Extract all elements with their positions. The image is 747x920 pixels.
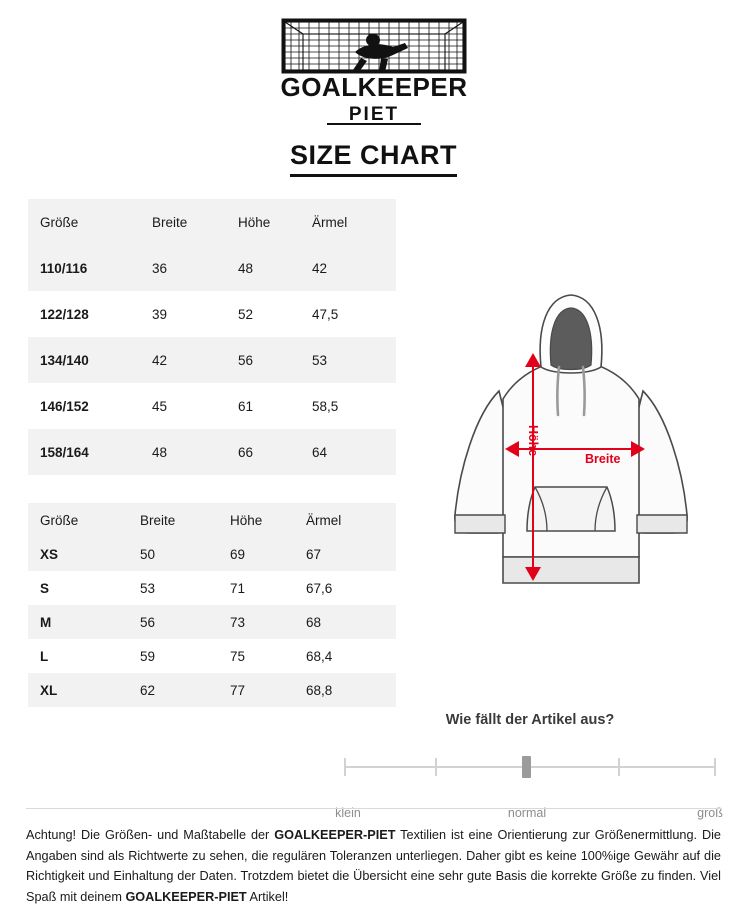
table-header-row xyxy=(28,199,396,245)
cell-aermel: 42 xyxy=(312,260,328,276)
cell-hoehe: 66 xyxy=(238,444,254,460)
cell-aermel: 64 xyxy=(312,444,328,460)
cell-size: 134/140 xyxy=(40,352,89,368)
cell-hoehe: 48 xyxy=(238,260,254,276)
cell-aermel: 68,4 xyxy=(306,648,333,664)
cell-breite: 42 xyxy=(152,352,168,368)
cell-breite: 56 xyxy=(140,614,156,630)
width-label: Breite xyxy=(585,452,621,466)
table-row xyxy=(28,245,396,291)
hoodie-illustration-icon xyxy=(411,239,731,639)
cell-breite: 48 xyxy=(152,444,168,460)
cell-breite: 59 xyxy=(140,648,156,664)
cell-hoehe: 56 xyxy=(238,352,254,368)
cell-hoehe: 69 xyxy=(230,546,246,562)
cell-aermel: 47,5 xyxy=(312,306,339,322)
cell-breite: 45 xyxy=(152,398,168,414)
cell-aermel: 53 xyxy=(312,352,328,368)
fit-label-klein: klein xyxy=(335,806,361,820)
cell-hoehe: 52 xyxy=(238,306,254,322)
table-row xyxy=(28,337,396,383)
cell-breite: 39 xyxy=(152,306,168,322)
col-header-aermel: Ärmel xyxy=(306,512,342,528)
cell-aermel: 67,6 xyxy=(306,580,333,596)
cell-hoehe: 61 xyxy=(238,398,254,414)
brand-logo xyxy=(0,0,747,132)
cell-hoehe: 73 xyxy=(230,614,246,630)
cell-hoehe: 77 xyxy=(230,682,246,698)
table-row xyxy=(28,291,396,337)
cell-hoehe: 75 xyxy=(230,648,246,664)
fit-slider-thumb[interactable] xyxy=(522,756,531,778)
col-header-breite: Breite xyxy=(140,512,176,528)
fit-question: Wie fällt der Artikel aus? xyxy=(445,712,615,728)
fit-tick-5 xyxy=(714,758,716,776)
table-row xyxy=(28,605,396,639)
fit-tick-4 xyxy=(618,758,620,776)
cell-breite: 36 xyxy=(152,260,168,276)
cell-hoehe: 71 xyxy=(230,580,246,596)
table-row xyxy=(28,429,396,475)
disclaimer-brand-2: GOALKEEPER-PIET xyxy=(125,889,247,904)
cell-aermel: 68 xyxy=(306,614,322,630)
disclaimer-part-2: Textilien ist eine Orientierung zur Größenermittlung. Die Angaben sind als Richtwerte zu sehen, die regulären Toleranzen unterliegen. Daher gibt es keine 100%ige Gewähr auf die Richtigkeit und Einhaltung der Daten. Trotzdem bietet die Übersicht eine sehr gute Basis die korrekte Größe zu finden. Viel Spaß mit deinem xyxy=(26,828,721,904)
fit-tick-2 xyxy=(435,758,437,776)
fit-label-gross: groß xyxy=(697,806,723,820)
kids-size-table xyxy=(28,199,396,475)
size-tables xyxy=(28,199,396,707)
cell-breite: 50 xyxy=(140,546,156,562)
table-row xyxy=(28,571,396,605)
cell-size: 158/164 xyxy=(40,444,89,460)
table-row xyxy=(28,383,396,429)
col-header-groesse: Größe xyxy=(40,512,79,528)
cell-size: S xyxy=(40,580,50,596)
cell-size: XL xyxy=(40,682,58,698)
page-title-row xyxy=(0,134,747,177)
cell-size: M xyxy=(40,614,52,630)
logo-text-goalkeeper: GOALKEEPER xyxy=(279,72,468,102)
disclaimer-brand-1: GOALKEEPER-PIET xyxy=(274,828,396,842)
cell-aermel: 58,5 xyxy=(312,398,339,414)
cell-aermel: 68,8 xyxy=(306,682,333,698)
hoodie-measurement-diagram xyxy=(411,239,731,639)
fit-slider[interactable] xyxy=(330,754,730,800)
disclaimer-part-3: Artikel! xyxy=(246,889,289,904)
content-area xyxy=(0,199,747,719)
cell-size: 146/152 xyxy=(40,398,89,414)
fit-tick-1 xyxy=(344,758,346,776)
footer-divider xyxy=(26,808,721,809)
footer-disclaimer xyxy=(0,808,747,920)
disclaimer-text xyxy=(26,825,721,907)
page-title: SIZE CHART xyxy=(290,140,457,177)
cell-size: XS xyxy=(40,546,59,562)
disclaimer-part-1: Achtung! Die Größen- und Maßtabelle der xyxy=(26,828,275,842)
table-row xyxy=(28,639,396,673)
cell-breite: 53 xyxy=(140,580,156,596)
cell-size: 110/116 xyxy=(40,260,88,276)
col-header-breite: Breite xyxy=(152,214,188,230)
col-header-hoehe: Höhe xyxy=(230,512,263,528)
goalkeeper-piet-logo-icon xyxy=(269,14,479,132)
fit-label-normal: normal xyxy=(507,806,547,820)
col-header-aermel: Ärmel xyxy=(312,214,348,230)
col-header-hoehe: Höhe xyxy=(238,214,271,230)
height-label: Höhe xyxy=(526,425,540,457)
cell-size: L xyxy=(40,648,49,664)
cell-aermel: 67 xyxy=(306,546,322,562)
cell-breite: 62 xyxy=(140,682,156,698)
adult-size-table xyxy=(28,503,396,707)
cell-size: 122/128 xyxy=(40,306,89,322)
table-row xyxy=(28,673,396,707)
table-header-row xyxy=(28,503,396,537)
logo-text-piet: PIET xyxy=(348,104,399,125)
col-header-groesse: Größe xyxy=(40,214,79,230)
table-row xyxy=(28,537,396,571)
